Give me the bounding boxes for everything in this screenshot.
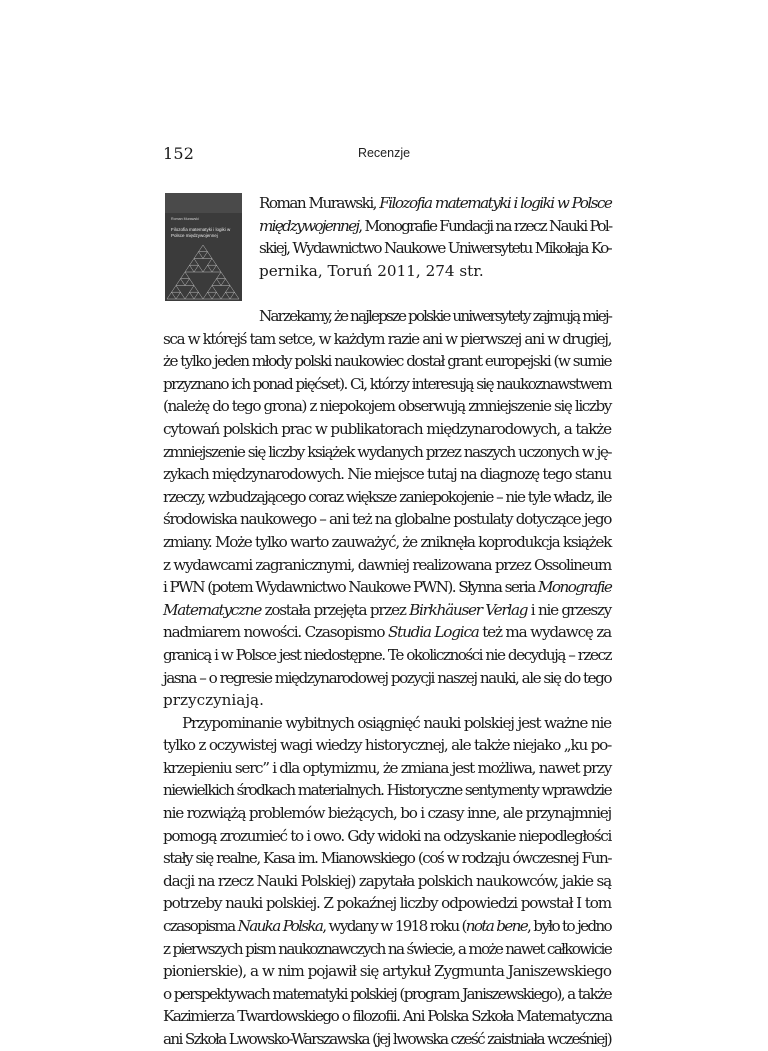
page-number: 152: [163, 144, 195, 163]
paragraph-line: że tylko jeden młody polski naukowiec dostał grant europejski (w sumie: [163, 352, 611, 371]
paragraph-line: o perspektywach matematyki polskiej (program Janiszewskiego), a także: [163, 984, 611, 1003]
paragraph-line: potrzeby nauki polskiej. Z pokaźnej liczby odpowiedzi powstał I tom: [163, 894, 611, 913]
paragraph-line: przyczyniają.: [163, 691, 264, 710]
paragraph-line: pomogą zrozumieć to i owo. Gdy widoki na odzyskanie niepodległości: [163, 826, 611, 845]
book-title: międzywojennej: [259, 216, 359, 235]
paragraph-line: zmiany. Może tylko warto zauważyć, że zniknęła koprodukcja książek: [163, 532, 611, 551]
paragraph-line: przyznano ich ponad pięćset). Ci, którzy interesują się naukoznawstwem: [163, 374, 611, 393]
citation-line: międzywojennej, Monografie Fundacji na rzecz Nauki Pol-: [259, 216, 612, 235]
book-cover-icon: [165, 193, 242, 301]
paragraph-line: dacji na rzecz Nauki Polskiej) zapytała polskich naukowców, jakie są: [163, 871, 611, 890]
book-citation: [259, 192, 611, 282]
paragraph-line: tylko z oczywistej wagi wiedzy historycznej, ale także niejako „ku po-: [163, 736, 611, 755]
citation-line: pernika, Toruń 2011, 274 str.: [259, 261, 484, 280]
paragraph-line: cytowań polskich prac w publikatorach międzynarodowych, a także: [163, 419, 612, 438]
running-title: Recenzje: [357, 146, 411, 160]
paragraph-line: z pierwszych pism naukoznawczych na świecie, a może nawet całkowicie: [163, 939, 611, 958]
paragraph-line: ani Szkoła Lwowsko-Warszawska (jej lwowska cześć zaistniała wcześniej): [163, 1030, 611, 1048]
paragraph-line: Matematyczne została przejęta przez Birkhäuser Verlag i nie grzeszy: [163, 600, 611, 619]
paragraph-line: nadmiarem nowości. Czasopismo Studia Logica też ma wydawcę za: [163, 623, 612, 642]
paragraph-line: Przypominanie wybitnych osiągnięć nauki polskiej jest ważne nie: [182, 713, 611, 732]
book-title: Filozofia matematyki i logiki w Polsce: [379, 194, 612, 212]
paragraph-line: z wydawcami zagranicznymi, dawniej realizowana przez Ossolineum: [163, 555, 611, 574]
paragraph-line: granicą i w Polsce jest niedostępne. Te okoliczności nie decydują – rzecz: [163, 645, 611, 664]
paragraph-line: (należę do tego grona) z niepokojem obserwują zmniejszenie się liczby: [163, 397, 611, 416]
paragraph-line: i PWN (potem Wydawnictwo Naukowe PWN). Słynna seria Monografie: [163, 578, 612, 597]
cover-author: Roman Murawski: [171, 217, 199, 221]
cover-title: Filozofia matematyki i logiki w Polsce międzywojennej: [171, 227, 231, 238]
paragraph-line: pionierskie), a w nim pojawił się artykuł Zygmunta Janiszewskiego: [163, 962, 611, 981]
paragraph-line: jasna – o regresie międzynarodowej pozycji naszej nauki, ale się do tego: [163, 668, 611, 687]
citation-line: skiej, Wydawnictwo Naukowe Uniwersytetu Mikołaja Ko-: [259, 239, 611, 258]
paragraph-line: zykach międzynarodowych. Nie miejsce tutaj na diagnozę tego stanu: [163, 465, 611, 484]
citation-line: Roman Murawski, Filozofia matematyki i logiki w Polsce: [259, 194, 612, 212]
paragraph-line: Kazimierza Twardowskiego o filozofii. Ani Polska Szkoła Matematyczna: [163, 1007, 612, 1026]
paragraph-line: rzeczy, wzbudzającego coraz większe zaniepokojenie – nie tyle władz, ile: [163, 487, 611, 506]
paragraph-line: sca w którejś tam setce, w każdym razie ani w pierwszej ani w drugiej,: [163, 329, 611, 348]
paragraph-line: Narzekamy, że najlepsze polskie uniwersytety zajmują miej-: [259, 307, 611, 325]
paragraph-line: zmniejszenie się liczby książek wydanych przez naszych uczonych w ję-: [163, 442, 611, 461]
paragraph-line: stały się realne, Kasa im. Mianowskiego (coś w rodzaju ówczesnej Fun-: [163, 849, 611, 868]
review-body: [163, 305, 611, 1051]
paragraph-line: krzepieniu serc” i dla optymizmu, że zmiana jest możliwa, nawet przy: [163, 758, 611, 777]
sierpinski-pattern: [165, 193, 242, 301]
paragraph-line: nie rozwiążą problemów bieżących, bo i czasy inne, ale przynajmniej: [163, 804, 611, 823]
paragraph-line: niewielkich środkach materialnych. Historyczne sentymenty wprawdzie: [163, 781, 611, 800]
paragraph-line: czasopisma Nauka Polska, wydany w 1918 roku (nota bene, było to jedno: [163, 917, 611, 936]
paragraph-line: środowiska naukowego – ani też na globalne postulaty dotyczące jego: [163, 510, 611, 529]
